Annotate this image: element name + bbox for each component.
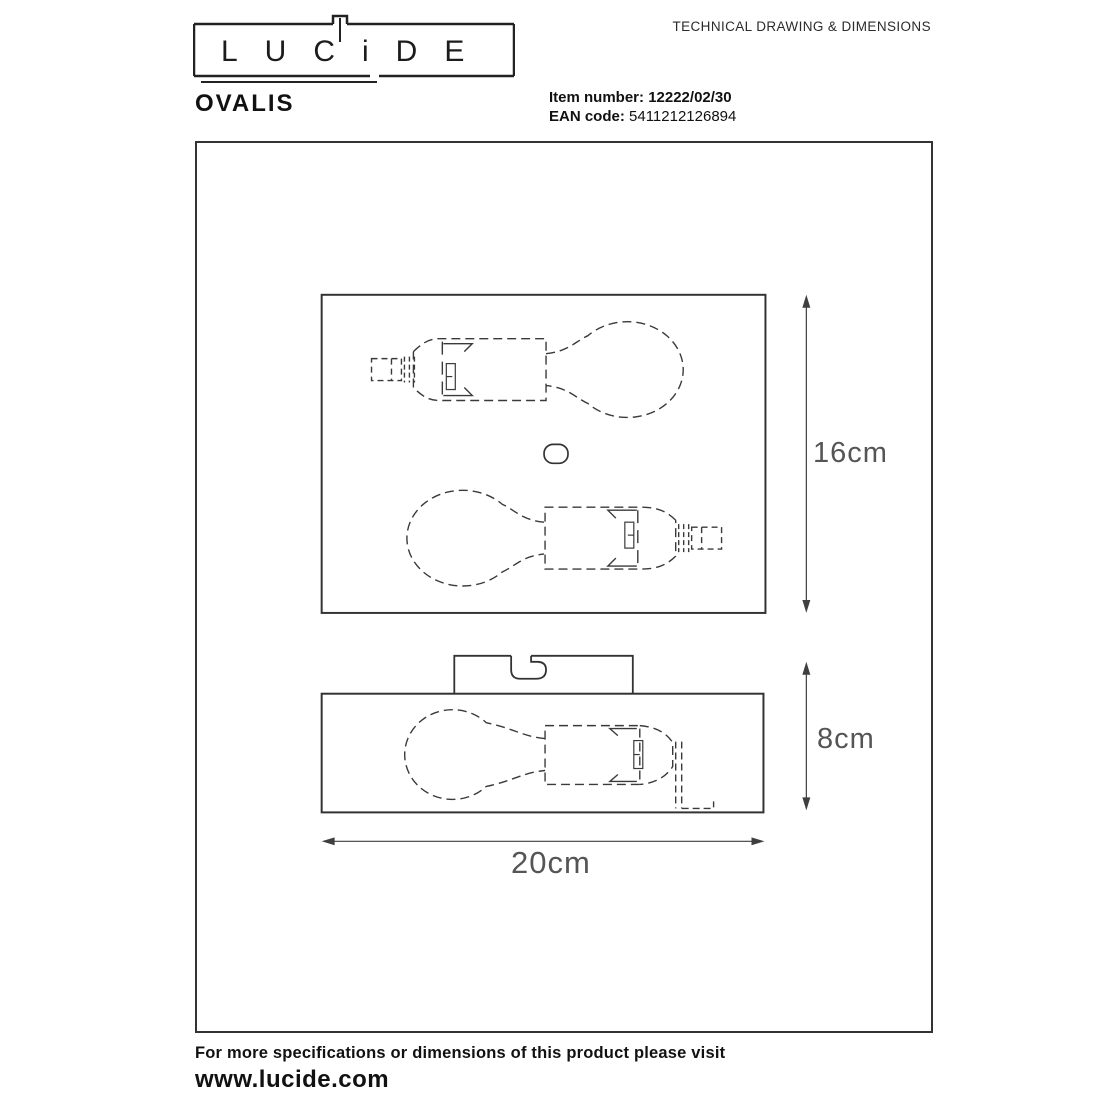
item-number-label: Item number: — [549, 89, 645, 106]
side-view-outline — [322, 694, 764, 813]
ean-label: EAN code: — [549, 108, 625, 125]
lamp-holder — [413, 339, 546, 401]
holder-dome — [640, 726, 673, 785]
document-title: TECHNICAL DRAWING & DIMENSIONS — [672, 19, 931, 34]
wire-connector — [692, 527, 722, 549]
bulb-glass — [407, 490, 544, 586]
dimension-label-16cm: 16cm — [813, 437, 888, 469]
lamp-holder — [545, 726, 640, 785]
lucide-logo — [193, 12, 515, 88]
top-view-bulbs — [372, 322, 722, 586]
bulb-glass — [405, 710, 545, 800]
lamp-holder — [545, 507, 676, 569]
dimension-arrows — [322, 295, 811, 846]
logo-letters: LUCiDE — [221, 35, 492, 68]
item-number-value: 12222/02/30 — [648, 89, 732, 106]
item-number-row — [549, 88, 736, 107]
ean-value: 5411212126894 — [629, 108, 737, 125]
keyhole-slot — [511, 656, 546, 679]
dimension-label-20cm: 20cm — [511, 845, 591, 880]
product-name: OVALIS — [195, 90, 295, 117]
footer-website: www.lucide.com — [195, 1066, 390, 1093]
mounting-hole — [544, 444, 568, 463]
side-view-bulb — [405, 710, 714, 809]
wire-connector — [372, 359, 402, 381]
product-codes — [549, 88, 736, 126]
footer-note: For more specifications or dimensions of this product please visit — [195, 1044, 726, 1062]
drawing-frame — [195, 141, 933, 1033]
dimension-label-8cm: 8cm — [817, 723, 875, 755]
bulb-glass — [546, 322, 683, 418]
technical-drawing — [197, 143, 931, 1031]
bulb-top — [372, 322, 684, 418]
mounting-bracket — [454, 656, 633, 694]
ean-row — [549, 107, 736, 126]
bulb-bottom — [407, 490, 722, 586]
